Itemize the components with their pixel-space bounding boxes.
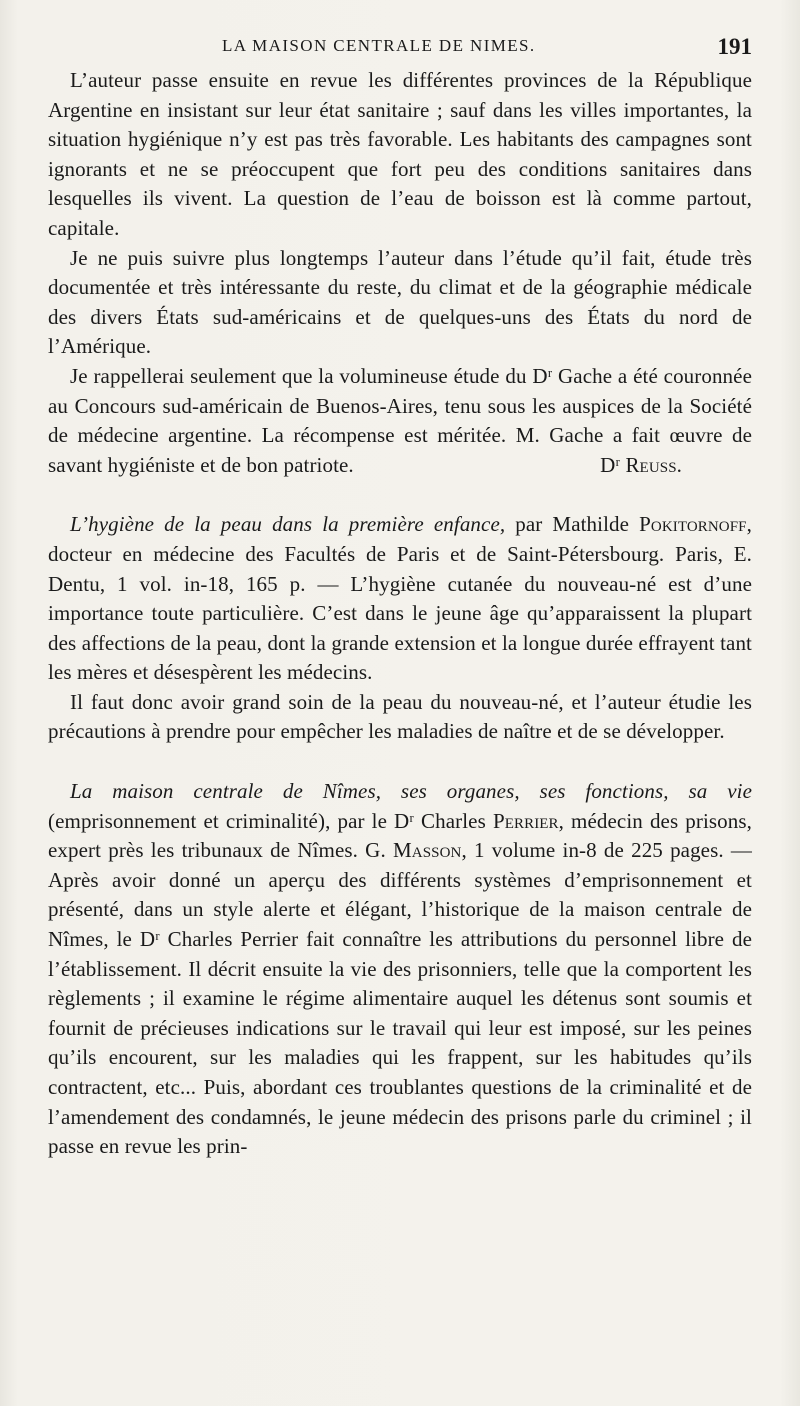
- section-gap: [48, 747, 752, 777]
- signature-prefix: Dʳ: [600, 452, 621, 477]
- review-title: L’hygiène de la peau dans la première enfance,: [70, 512, 506, 537]
- running-head: [54, 30, 752, 66]
- review-text: (emprisonnement et criminalité), par le Dʳ Charles: [48, 808, 493, 833]
- signature-name: Reuss.: [625, 452, 682, 477]
- paragraph: Je rappellerai seulement que la volumineuse étude du Dʳ Gache a été couronnée au Concours sud-américain de Buenos-Aires, tenu sous les auspices de la Société de médecine argentine. La récompense est méritée. M. Gache a fait œuvre de savant hygiéniste et de bon patriote.: [48, 363, 752, 477]
- paragraph: L’auteur passe ensuite en revue les différentes provinces de la République Argentine en insistant sur leur état sanitaire ; sauf dans les villes importantes, la situation hygiénique n’y est pas très favorable. Les habitants des campagnes sont ignorants et ne se préoccupent que fort peu des conditions sanitaires dans lesquelles ils vivent. La question de l’eau de boisson est là comme partout, capitale.: [48, 68, 752, 240]
- paragraph: Je ne puis suivre plus longtemps l’auteur dans l’étude qu’il fait, étude très documentée et très intéressante du reste, du climat et de la géographie médicale des divers États sud-américains et de quelques-uns des États du nord de l’Amérique.: [48, 245, 752, 359]
- page-number: 191: [717, 34, 752, 59]
- paragraph: Il faut donc avoir grand soin de la peau du nouveau-né, et l’auteur étudie les précautions à prendre pour empêcher les maladies de naître et de se développer.: [48, 689, 752, 744]
- page-body: [48, 66, 752, 1162]
- review-text: , médecin des prisons, expert près les tribunaux de Nîmes. G.: [48, 808, 753, 863]
- review-text: , 1 volume in-8 de 225 pages. — Après avoir donné un aperçu des différents systèmes d’emprisonnement et présenté, dans un style alerte et élégant, l’historique de la maison centrale de Nîmes, le Dʳ Charles Perrier fait connaître les attributions du personnel libre de l’établissement. Il décrit ensuite la vie des prisonniers, telle que la comportent les règlements ; il examine le régime alimentaire auquel les détenus sont soumis et fournit de précieuses indications sur le travail qui leur est imposé, sur les peines qu’ils encourent, sur les maladies qui les frappent, sur les habitudes qu’ils contractent, etc... Puis, abordant ces troublantes questions de la criminalité et de l’amendement des condamnés, le jeune médecin des prisons parle du criminel ; il passe en revue les prin-: [48, 838, 752, 1159]
- running-title: LA MAISON CENTRALE DE NIMES.: [222, 36, 536, 55]
- review-publisher: Masson: [392, 838, 462, 863]
- review-text: par Mathilde: [505, 512, 640, 537]
- review-text: , docteur en médecine des Facultés de Paris et de Saint-Pétersbourg. Paris, E. Dentu, 1 vol. in-18, 165 p. — L’hygiène cutanée du nouveau-né est d’une importance toute particulière. C’est dans le jeune âge qu’apparaissent la plupart des affections de la peau, dont la grande extension et la longue durée effrayent tant les mères et désespèrent les médecins.: [48, 512, 752, 685]
- section-gap: [48, 480, 752, 510]
- review-paragraph: [48, 777, 752, 1162]
- review-paragraph: [48, 510, 752, 688]
- review-title: La maison centrale de Nîmes, ses organes, ses fonctions, sa vie: [70, 779, 752, 804]
- review-author: Pokitornoff: [639, 512, 747, 537]
- review-author: Perrier: [492, 808, 559, 833]
